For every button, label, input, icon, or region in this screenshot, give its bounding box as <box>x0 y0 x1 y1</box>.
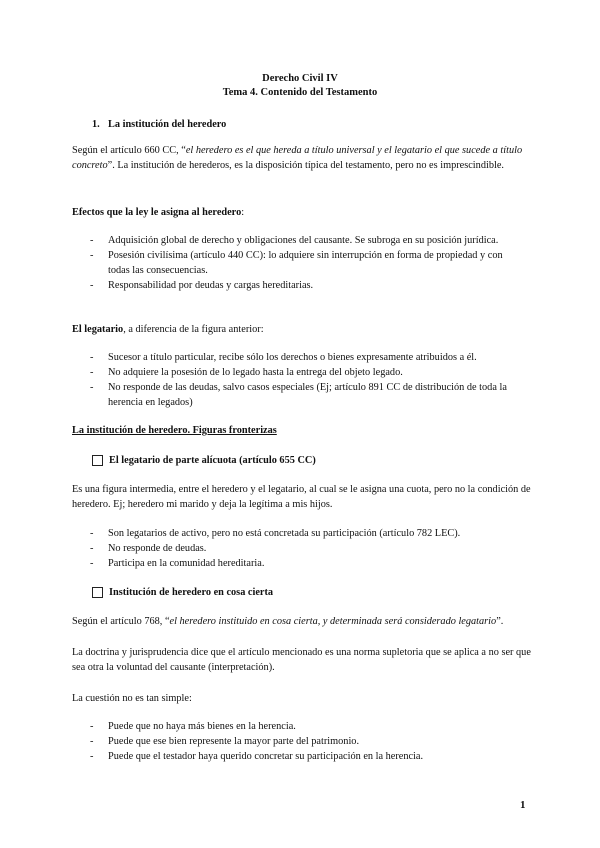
list-item: - Participa en la comunidad hereditaria. <box>90 556 522 571</box>
sub2-list <box>90 719 522 764</box>
list-item: - Puede que el testador haya querido concretar su participación en la herencia. <box>90 749 522 764</box>
paragraph-text: ”. La institución de herederos, es la disposición típica del testamento, pero no es imprescindible. <box>107 160 504 171</box>
paragraph-text: ”. <box>496 616 504 627</box>
sub2-paragraph-1 <box>72 614 532 629</box>
checkbox-icon <box>92 455 103 466</box>
section-2-heading: La institución de heredero. Figuras fronterizas <box>72 425 277 436</box>
effects-list <box>90 233 522 293</box>
checkbox-icon <box>92 587 103 598</box>
section-1-heading <box>92 117 552 132</box>
list-item: - No responde de las deudas, salvo casos especiales (Ej; artículo 891 CC de distribución de toda la herencia en legados) <box>90 380 522 410</box>
sub2-paragraph-3: La cuestión no es tan simple: <box>72 693 192 704</box>
list-item: - Puede que ese bien represente la mayor parte del patrimonio. <box>90 734 522 749</box>
paragraph-text: Según el artículo 768, “ <box>72 616 170 627</box>
list-item: - Adquisición global de derecho y obligaciones del causante. Se subroga en su posición jurídica. <box>90 233 522 248</box>
list-item: - Responsabilidad por deudas y cargas hereditarias. <box>90 278 522 293</box>
list-item: - Posesión civilísima (artículo 440 CC): lo adquiere sin interrupción en forma de propiedad y con todas las consecuencias. <box>90 248 522 278</box>
list-item: - Puede que no haya más bienes en la herencia. <box>90 719 522 734</box>
legatario-list <box>90 350 522 410</box>
subsection-heredero-cosa-cierta <box>92 585 273 600</box>
legatario-paragraph <box>72 322 532 337</box>
sub1-list <box>90 526 522 571</box>
sub1-paragraph: Es una figura intermedia, entre el heredero y el legatario, al cual se le asigna una cuota, pero no la condición de heredero. Ej; heredero mi marido y deja la legítima a mis hijos. <box>72 484 531 510</box>
list-item: - Sucesor a título particular, recibe sólo los derechos o bienes expresamente atribuidos a él. <box>90 350 522 365</box>
list-item: - No adquiere la posesión de lo legado hasta la entrega del objeto legado. <box>90 365 522 380</box>
section-1-paragraph <box>72 143 532 173</box>
section-1-number: 1. <box>92 119 100 130</box>
document-subtitle: Tema 4. Contenido del Testamento <box>222 87 378 98</box>
effects-heading <box>72 205 532 220</box>
sub2-paragraph-2: La doctrina y jurisprudencia dice que el artículo mencionado es una norma supletoria que se aplica a no ser que sea otra la voluntad del causante (interpretación). <box>72 647 531 673</box>
list-item: - Son legatarios de activo, pero no está concretada su participación (artículo 782 LEC). <box>90 526 522 541</box>
page-number: 1 <box>520 799 526 811</box>
quote-text: el heredero instituido en cosa cierta, y determinada será considerado legatario <box>169 616 497 627</box>
subsection-title: Institución de heredero en cosa cierta <box>109 587 274 598</box>
paragraph-text: Según el artículo 660 CC, “ <box>72 145 186 156</box>
section-1-title: La institución del heredero <box>108 119 227 130</box>
document-title: Derecho Civil IV <box>262 73 338 84</box>
legatario-term: El legatario <box>72 324 124 335</box>
subsection-title: El legatario de parte alícuota (artículo 655 CC) <box>109 455 316 466</box>
effects-heading-colon: : <box>241 207 245 218</box>
quote-text: el heredero es el que hereda a título universal y el legatario el que sucede a título concreto <box>72 145 523 171</box>
legatario-text: , a diferencia de la figura anterior: <box>123 324 264 335</box>
list-item: - No responde de deudas. <box>90 541 522 556</box>
effects-heading-text: Efectos que la ley le asigna al heredero <box>72 207 242 218</box>
subsection-legatario-parte-alicuota <box>92 453 316 468</box>
